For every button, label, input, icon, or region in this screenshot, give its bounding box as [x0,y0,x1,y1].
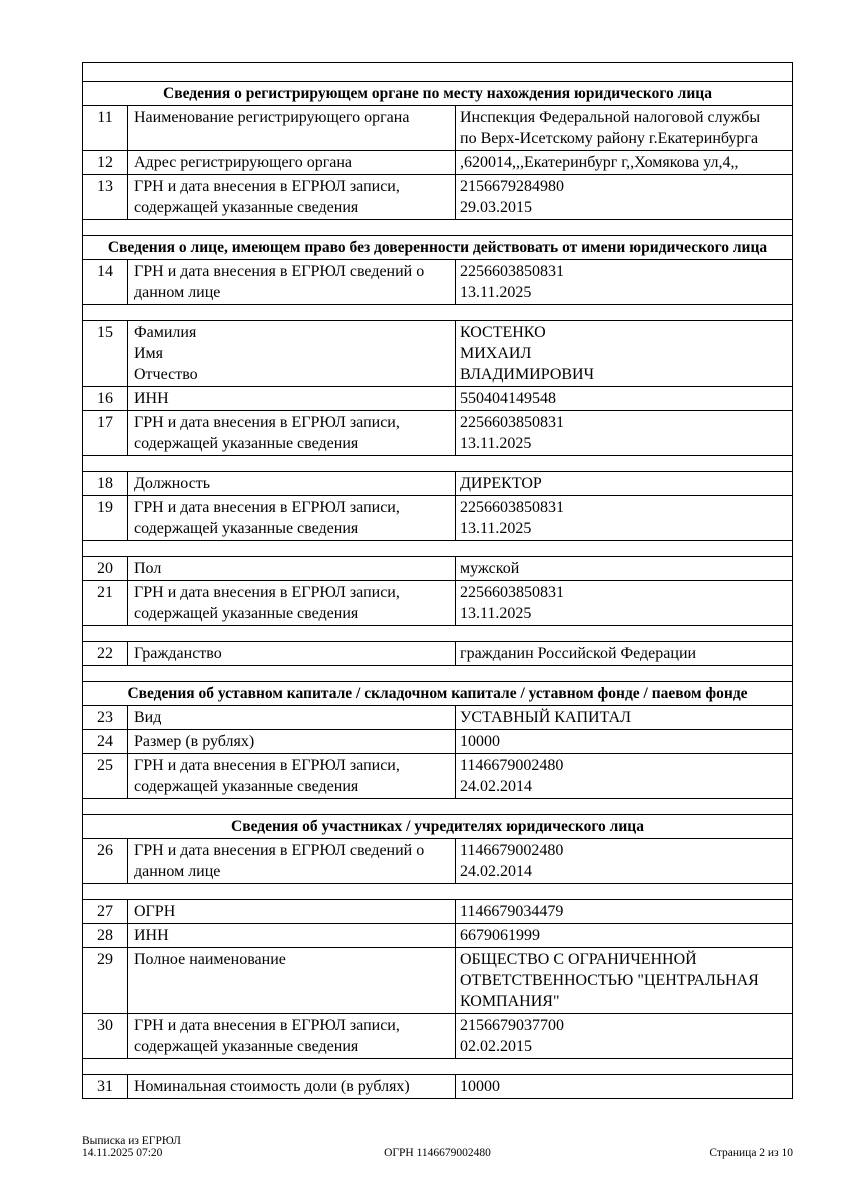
row-value-cell: 6679061999 [460,927,540,944]
table-row [83,839,792,884]
table-row [83,496,792,541]
spacer-row [83,666,792,682]
row-label-cell: ГРН и дата внесения в ЕГРЮЛ сведений о данном лице [128,839,456,883]
section-header: Сведения об уставном капитале / складочном капитале / уставном фонде / паевом фонде [83,682,792,706]
row-value-cell: мужской [460,560,520,577]
table-row [83,321,792,387]
row-number-cell: 24 [83,730,128,753]
row-label-cell: ИНН [128,924,456,947]
row-value-cell: ДИРЕКТОР [460,475,542,492]
row-label-cell: ГРН и дата внесения в ЕГРЮЛ записи, содержащей указанные сведения [128,496,456,540]
row-number-cell: 22 [83,642,128,665]
row-label-cell: Вид [128,706,456,729]
row-number-cell: 27 [83,900,128,923]
table-row [83,472,792,496]
row-label-cell: ГРН и дата внесения в ЕГРЮЛ записи, содержащей указанные сведения [128,581,456,625]
row-value-cell: гражданин Российской Федерации [460,645,697,662]
footer-ogrn: ОГРН 1146679002480 [384,1147,491,1159]
row-number-cell: 13 [83,175,128,219]
row-label-cell: ГРН и дата внесения в ЕГРЮЛ записи, содержащей указанные сведения [128,754,456,798]
row-label-cell: Должность [128,472,456,495]
row-value-cell: 2256603850831 13.11.2025 [460,414,564,452]
table-row [83,948,792,1014]
spacer-row [83,220,792,236]
row-number-cell: 20 [83,557,128,580]
table-row [83,557,792,581]
spacer-row [83,626,792,642]
row-value-cell: 10000 [460,1078,500,1095]
footer-datetime: 14.11.2025 07:20 [82,1147,163,1159]
table-row [83,411,792,456]
spacer-row [83,63,792,82]
spacer-row [83,305,792,321]
table-row [83,924,792,948]
row-value-cell: 2256603850831 13.11.2025 [460,584,564,622]
row-label-cell: ГРН и дата внесения в ЕГРЮЛ записи, содержащей указанные сведения [128,175,456,219]
row-value-cell: КОСТЕНКО МИХАИЛ ВЛАДИМИРОВИЧ [460,324,594,383]
row-label-cell: ОГРН [128,900,456,923]
table-row [83,706,792,730]
table-row [83,581,792,626]
row-value-cell: 10000 [460,733,500,750]
table-row [83,730,792,754]
row-label-cell: Пол [128,557,456,580]
row-number-cell: 30 [83,1014,128,1058]
table-row [83,754,792,799]
row-label-cell: Размер (в рублях) [128,730,456,753]
row-value-cell: 550404149548 [460,390,556,407]
table-row [83,260,792,305]
section-header: Сведения об участниках / учредителях юридического лица [83,815,792,839]
table-row [83,1014,792,1059]
spacer-row [83,799,792,815]
spacer-row [83,1059,792,1075]
row-value-cell: 2256603850831 13.11.2025 [460,263,564,301]
section-header: Сведения о лице, имеющем право без доверенности действовать от имени юридического лица [83,236,792,260]
row-number-cell: 26 [83,839,128,883]
row-value-cell: ,620014,,,Екатеринбург г,,Хомякова ул,4,, [460,154,739,171]
row-value-cell: 2156679284980 29.03.2015 [460,178,564,216]
section-header: Сведения о регистрирующем органе по месту нахождения юридического лица [83,82,792,106]
row-label-cell: Фамилия Имя Отчество [128,321,456,386]
spacer-row [83,884,792,900]
row-label-cell: ГРН и дата внесения в ЕГРЮЛ сведений о данном лице [128,260,456,304]
row-value-cell: 2156679037700 02.02.2015 [460,1017,564,1055]
spacer-row [83,456,792,472]
row-label-cell: Наименование регистрирующего органа [128,106,456,150]
table-row [83,387,792,411]
table-row [83,1075,792,1098]
row-label-cell: Номинальная стоимость доли (в рублях) [128,1075,456,1098]
table-row [83,106,792,151]
spacer-row [83,541,792,557]
row-label-cell: ГРН и дата внесения в ЕГРЮЛ записи, содержащей указанные сведения [128,1014,456,1058]
row-number-cell: 12 [83,151,128,174]
table-row [83,900,792,924]
row-label-cell: Полное наименование [128,948,456,1013]
row-number-cell: 25 [83,754,128,798]
row-number-cell: 29 [83,948,128,1013]
row-number-cell: 31 [83,1075,128,1098]
table-row [83,175,792,220]
row-label-cell: ИНН [128,387,456,410]
row-value-cell: УСТАВНЫЙ КАПИТАЛ [460,709,631,726]
footer-page-info: Страница 2 из 10 [709,1147,793,1159]
row-value-cell: 1146679002480 24.02.2014 [460,842,564,880]
row-number-cell: 16 [83,387,128,410]
row-number-cell: 15 [83,321,128,386]
footer-doc-type: Выписка из ЕГРЮЛ [82,1135,181,1147]
row-number-cell: 17 [83,411,128,455]
row-number-cell: 21 [83,581,128,625]
row-value-cell: 1146679002480 24.02.2014 [460,757,564,795]
row-label-cell: Адрес регистрирующего органа [128,151,456,174]
row-value-cell: ОБЩЕСТВО С ОГРАНИЧЕННОЙ ОТВЕТСТВЕННОСТЬЮ "ЦЕНТРАЛЬНАЯ КОМПАНИЯ" [460,951,759,1010]
doc-table [82,62,793,1099]
row-value-cell: Инспекция Федеральной налоговой службы по Верх-Исетскому району г.Екатеринбурга [460,109,761,147]
table-row [83,642,792,666]
row-label-cell: ГРН и дата внесения в ЕГРЮЛ записи, содержащей указанные сведения [128,411,456,455]
row-number-cell: 14 [83,260,128,304]
row-number-cell: 23 [83,706,128,729]
row-number-cell: 18 [83,472,128,495]
table-row [83,151,792,175]
row-number-cell: 11 [83,106,128,150]
row-number-cell: 19 [83,496,128,540]
row-label-cell: Гражданство [128,642,456,665]
row-value-cell: 2256603850831 13.11.2025 [460,499,564,537]
row-number-cell: 28 [83,924,128,947]
row-value-cell: 1146679034479 [460,903,564,920]
